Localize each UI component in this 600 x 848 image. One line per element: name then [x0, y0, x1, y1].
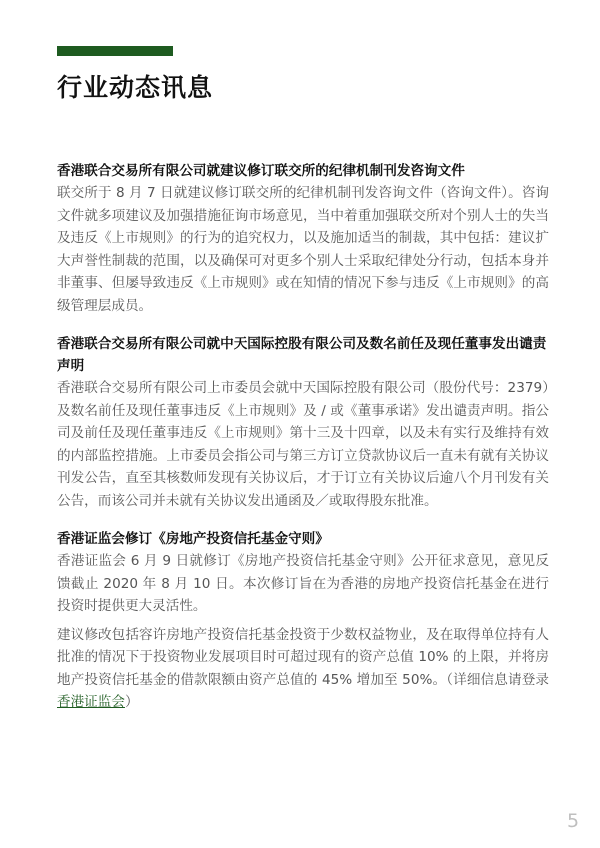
article-paragraph — [57, 624, 549, 714]
article-hkex-disciplinary-consultation — [57, 160, 549, 317]
article-paragraph-text: 建议修改包括容许房地产投资信托基金投资于少数权益物业，及在取得单位持有人批准的情况下于投资物业发展项目时可超过现有的资产总值 10% 的上限，并将房地产投资信托基金的借款限额由资产总值的 45% 增加至 50%。（详细信息请登录 — [57, 626, 549, 688]
article-heading: 香港联合交易所有限公司就中天国际控股有限公司及数名前任及现任董事发出谴责声明 — [57, 336, 547, 374]
closing-parenthesis: ） — [124, 694, 139, 710]
article-heading: 香港联合交易所有限公司就建议修订联交所的纪律机制刊发咨询文件 — [57, 163, 465, 179]
sfc-website-link[interactable]: 香港证监会 — [57, 694, 125, 710]
title-accent-bar — [57, 46, 173, 56]
page-number: 5 — [567, 810, 580, 832]
news-content — [57, 160, 549, 730]
page-title: 行业动态讯息 — [57, 73, 214, 102]
article-paragraph: 香港联合交易所有限公司上市委员会就中天国际控股有限公司（股份代号：2379）及数名前任及现任董事违反《上市规则》及 / 或《董事承诺》发出谴责声明。指公司及前任及现任董事违反《上市规则》第十三及十四章，以及未有实行及维持有效的内部监控措施。上市委员会指公司与第三方订立贷款协议后一直未有就有关协议刊发公告，直至其核数师发现有关协议后，才于订立有关协议后逾八个月刊发有关公告，而该公司并未就有关协议发出通函及／或取得股东批准。 — [57, 380, 549, 509]
article-heading: 香港证监会修订《房地产投资信托基金守则》 — [57, 531, 329, 547]
article-zhongtian-censure — [57, 333, 549, 512]
article-paragraph: 香港证监会 6 月 9 日就修订《房地产投资信托基金守则》公开征求意见，意见反馈截止 2020 年 8 月 10 日。本次修订旨在为香港的房地产投资信托基金在进行投资时提供更大灵活性。 — [57, 553, 549, 614]
article-paragraph: 联交所于 8 月 7 日就建议修订联交所的纪律机制刊发咨询文件（咨询文件）。咨询文件就多项建议及加强措施征询市场意见，当中着重加强联交所对个别人士的失当及违反《上市规则》的行为的追究权力，以及施加适当的制裁，其中包括：建议扩大声誉性制裁的范围，以及确保可对更多个别人士采取纪律处分行动，包括本身并非董事、但屡导致违反《上市规则》或在知情的情况下参与违反《上市规则》的高级管理层成员。 — [57, 185, 549, 314]
article-sfc-reit-code — [57, 528, 549, 714]
